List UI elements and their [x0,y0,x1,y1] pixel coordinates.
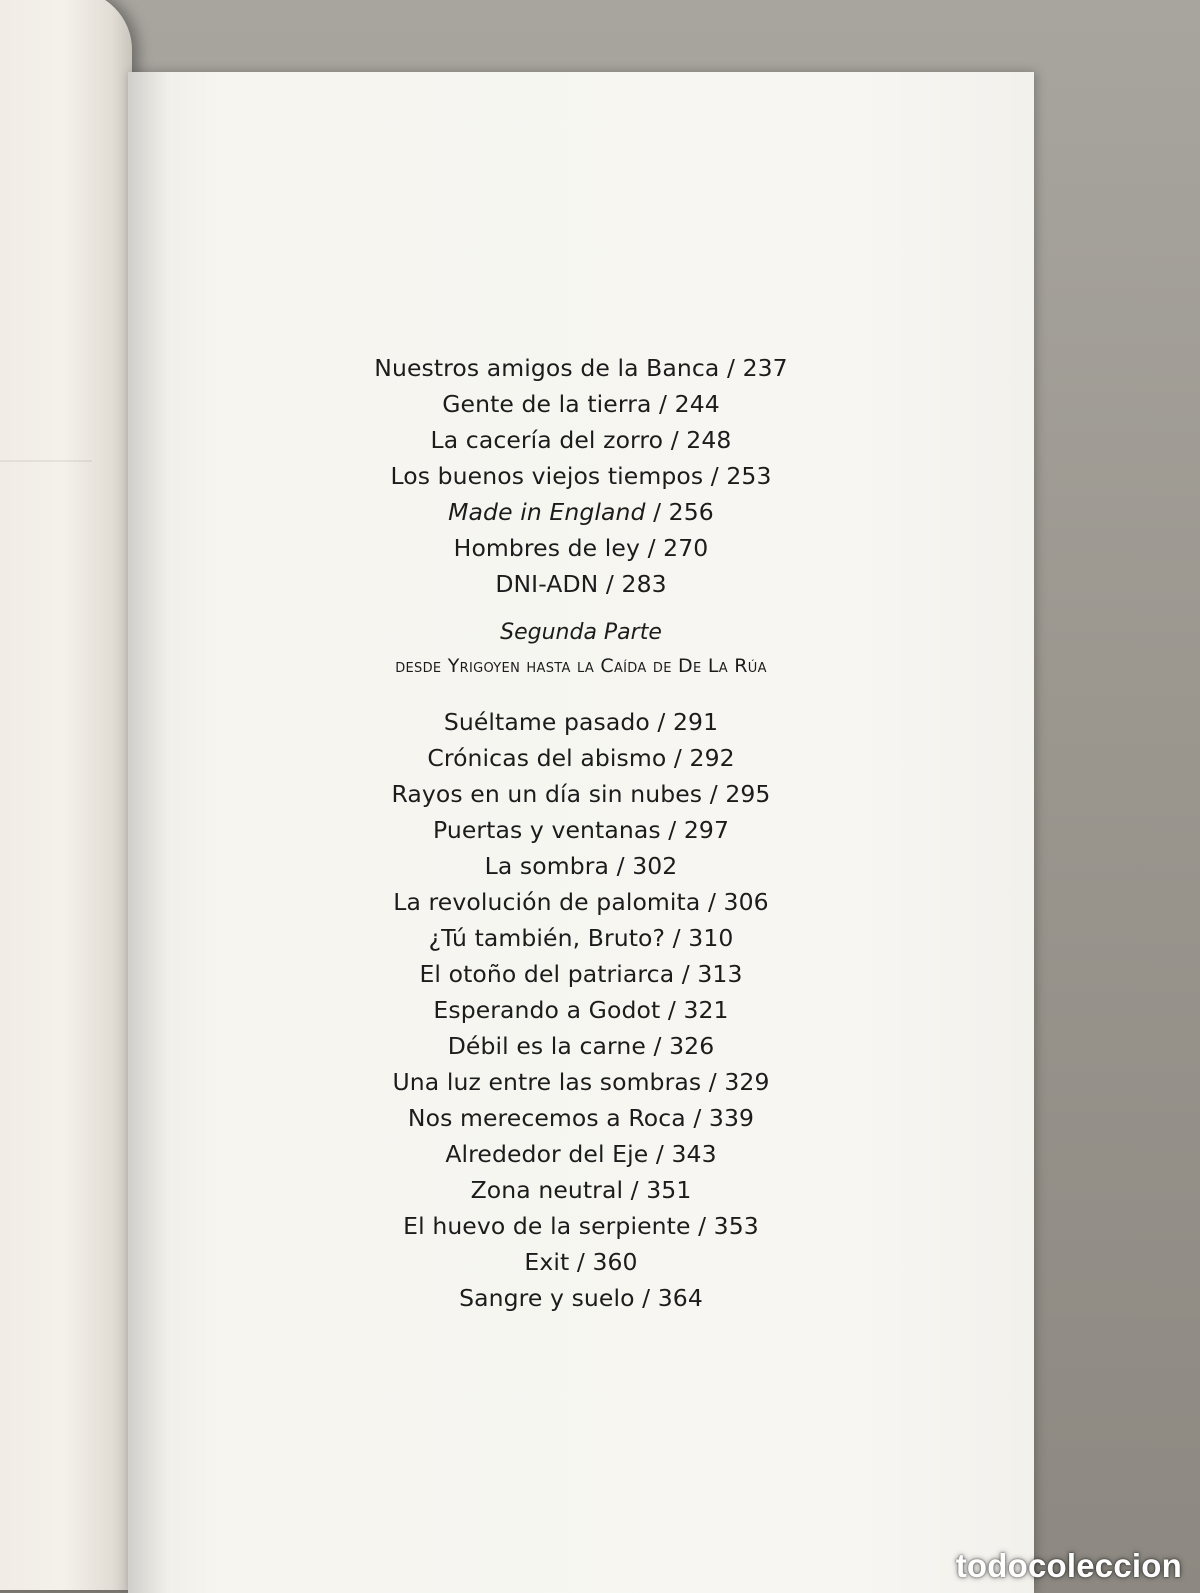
toc-entry-title: Débil es la carne [447,1032,646,1060]
toc-entry-title: Made in England [448,498,646,526]
table-of-contents [128,350,1034,1316]
toc-entry-title: Esperando a Godot [433,996,661,1024]
toc-entry-title: Una luz entre las sombras [392,1068,702,1096]
toc-entry-page: 353 [713,1212,759,1240]
toc-entry-separator: / [702,780,726,808]
toc-entry-separator: / [685,1104,709,1132]
toc-entry-separator: / [623,1176,647,1204]
toc-entry-page: 291 [673,708,719,736]
toc-entry [128,776,1034,812]
toc-entry-title: Alrededor del Eje [445,1140,649,1168]
toc-entry-page: 297 [683,816,730,844]
toc-entry-page: 292 [689,744,735,772]
toc-entry [128,704,1034,740]
toc-entry-title: El otoño del patriarca [419,960,675,988]
toc-entry-separator: / [569,1248,593,1276]
toc-entry-page: 295 [725,780,771,808]
toc-entry-page: 339 [708,1104,755,1132]
left-page [0,0,132,1590]
toc-entry-title: Rayos en un día sin nubes [391,780,703,808]
toc-entry [128,1208,1034,1244]
toc-entry-separator: / [660,816,684,844]
toc-entry-title: Nuestros amigos de la Banca [374,354,720,382]
toc-entry-page: 321 [683,996,729,1024]
toc-entry-title: La sombra [484,852,610,880]
toc-entry-page: 326 [669,1032,715,1060]
toc-entry-page: 237 [742,354,788,382]
toc-entry-page: 244 [674,390,720,418]
toc-entry [128,530,1034,566]
toc-entry-title: Hombres de ley [453,534,640,562]
toc-entry-title: El huevo de la serpiente [403,1212,691,1240]
toc-entry [128,1280,1034,1316]
toc-entry-separator: / [690,1212,714,1240]
toc-entry-title: Los buenos viejos tiempos [390,462,704,490]
toc-entry-separator: / [598,570,622,598]
toc-entry-separator: / [703,462,727,490]
left-page-fold [0,460,92,522]
toc-entry-page: 313 [697,960,743,988]
toc-entry-page: 360 [592,1248,638,1276]
part-title: desde Yrigoyen hasta la Caída de De La Rúa [395,655,767,677]
toc-entry-page: 248 [686,426,732,454]
toc-entry-page: 256 [668,498,714,526]
toc-entry-title: Crónicas del abismo [427,744,667,772]
toc-entry-title: Puertas y ventanas [432,816,661,844]
part-label: Segunda Parte [500,620,662,645]
toc-entry-separator: / [674,960,698,988]
toc-entry-title: Exit [524,1248,570,1276]
toc-part-two-list [128,704,1034,1316]
toc-entry-separator: / [645,1032,670,1060]
toc-entry [128,920,1034,956]
toc-entry-separator: / [648,1140,672,1168]
toc-entry-page: 364 [657,1284,703,1312]
toc-entry [128,566,1034,602]
toc-entry [128,1244,1034,1280]
watermark-logo: todocoleccion [955,1547,1182,1584]
toc-entry-title: Sangre y suelo [459,1284,635,1312]
toc-entry-title: La revolución de palomita [393,888,701,916]
toc-entry [128,740,1034,776]
toc-entry [128,1136,1034,1172]
toc-entry-title: Nos merecemos a Roca [407,1104,686,1132]
toc-entry [128,422,1034,458]
toc-entry-page: 310 [688,924,734,952]
toc-entry-page: 351 [646,1176,692,1204]
toc-entry-title: ¿Tú también, Bruto? [428,924,666,952]
toc-entry-separator: / [660,996,684,1024]
toc-entry-page: 270 [663,534,709,562]
toc-entry-page: 306 [723,888,769,916]
toc-entry-separator: / [700,888,724,916]
toc-entry-separator: / [645,498,669,526]
toc-entry [128,848,1034,884]
toc-entry-separator: / [663,426,687,454]
toc-entry [128,458,1034,494]
toc-entry-title: Gente de la tierra [442,390,652,418]
toc-entry-title: DNI-ADN [495,570,599,598]
toc-entry-page: 329 [724,1068,770,1096]
toc-entry [128,1064,1034,1100]
toc-entry-title: Zona neutral [470,1176,624,1204]
toc-entry [128,812,1034,848]
toc-entry-separator: / [609,852,633,880]
toc-part-one-list [128,350,1034,602]
toc-entry-separator: / [719,354,743,382]
toc-entry-page: 343 [671,1140,717,1168]
book-page [128,72,1034,1593]
toc-entry-page: 253 [726,462,772,490]
toc-entry-separator: / [651,390,675,418]
toc-entry-title: La cacería del zorro [430,426,664,454]
toc-entry-separator: / [649,708,673,736]
toc-entry [128,884,1034,920]
toc-entry-separator: / [640,534,664,562]
toc-entry [128,494,1034,530]
toc-entry-separator: / [634,1284,658,1312]
toc-entry-page: 283 [621,570,667,598]
toc-entry-title: Suéltame pasado [443,708,650,736]
toc-entry [128,1100,1034,1136]
toc-entry-separator: / [665,924,689,952]
toc-entry-separator: / [701,1068,725,1096]
toc-entry [128,350,1034,386]
toc-entry [128,1028,1034,1064]
toc-entry-separator: / [666,744,690,772]
toc-entry [128,1172,1034,1208]
toc-entry [128,992,1034,1028]
toc-entry [128,386,1034,422]
toc-entry [128,956,1034,992]
toc-entry-page: 302 [632,852,678,880]
